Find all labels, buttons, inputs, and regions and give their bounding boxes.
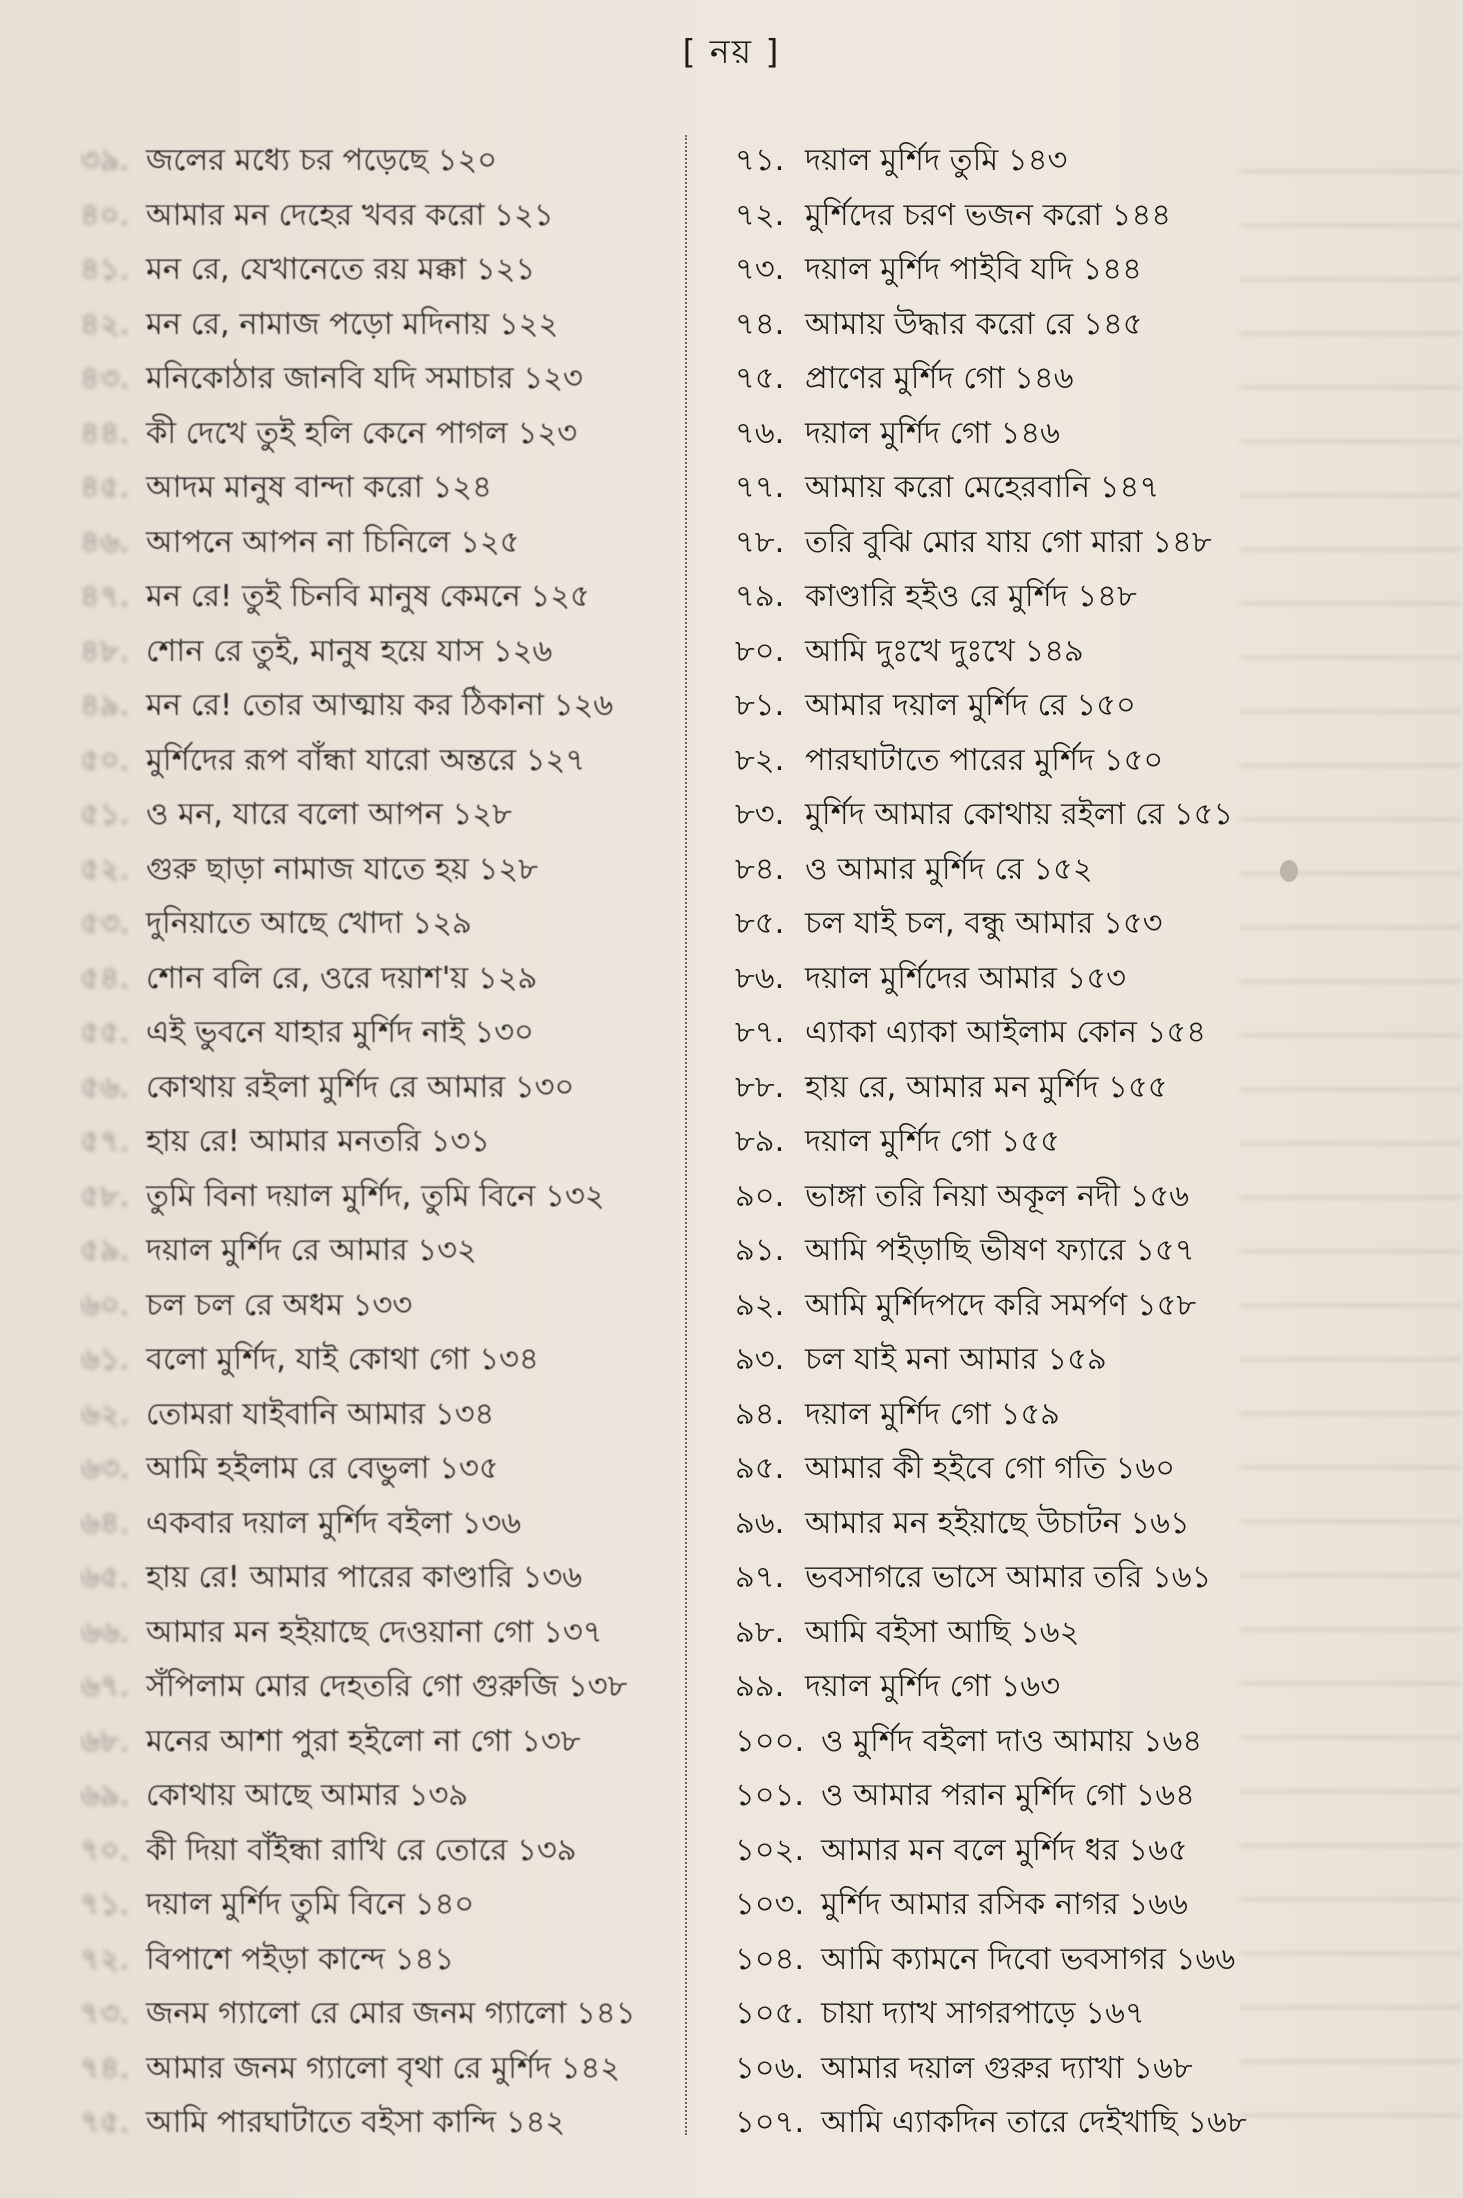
entry-title: আদম মানুষ বান্দা করো ১২৪	[146, 470, 492, 505]
entry-title: হায় রে, আমার মন মুর্শিদ ১৫৫	[805, 1069, 1168, 1105]
entry-title: আমার মন হইয়াছে দেওয়ানা গো ১৩৭	[146, 1614, 603, 1650]
entry-title: তোমরা যাইবানি আমার ১৩৪	[146, 1396, 495, 1432]
toc-entry	[735, 1987, 1355, 2042]
entry-title: শোন বলি রে, ওরে দয়াশ'য় ১২৯	[146, 960, 538, 996]
entry-number: ৮১.	[735, 688, 785, 723]
entry-number: ৮৬.	[735, 960, 785, 996]
toc-entry	[735, 407, 1355, 462]
toc-entry	[735, 243, 1355, 298]
toc-entry	[80, 1824, 680, 1879]
page-header: [ নয় ]	[682, 32, 781, 71]
toc-entry	[80, 570, 680, 625]
toc-entry	[80, 1333, 680, 1388]
toc-entry	[80, 625, 680, 680]
toc-entry	[735, 1769, 1355, 1824]
entry-number: ৪৭.	[80, 579, 130, 614]
toc-right-column	[735, 134, 1355, 2151]
toc-entry	[735, 461, 1355, 516]
toc-entry	[735, 679, 1355, 734]
toc-entry	[735, 1442, 1355, 1497]
entry-title: ও মুর্শিদ বইলা দাও আমায় ১৬৪	[821, 1723, 1203, 1759]
entry-number: ৬৫.	[80, 1560, 130, 1595]
entry-number: ৫২.	[80, 851, 130, 887]
toc-entry	[735, 788, 1355, 843]
entry-number: ৭২.	[80, 1941, 130, 1977]
toc-entry	[735, 1279, 1355, 1334]
entry-number: ৭৫.	[80, 2105, 130, 2140]
toc-entry	[735, 1878, 1355, 1933]
entry-title: আমায় উদ্ধার করো রে ১৪৫	[805, 306, 1143, 342]
entry-title: দয়াল মুর্শিদ পাইবি যদি ১৪৪	[805, 252, 1142, 287]
column-divider	[685, 135, 687, 2135]
toc-entry	[735, 352, 1355, 407]
entry-title: আমার দয়াল মুর্শিদ রে ১৫০	[805, 688, 1136, 723]
toc-entry	[80, 1279, 680, 1334]
entry-number: ৭০.	[80, 1832, 130, 1868]
entry-title: আমি পারঘাটাতে বইসা কান্দি ১৪২	[146, 2105, 566, 2140]
toc-entry	[80, 1006, 680, 1061]
entry-number: ৮৯.	[735, 1124, 785, 1159]
toc-entry	[80, 298, 680, 353]
entry-title: ও আমার পরান মুর্শিদ গো ১৬৪	[821, 1778, 1195, 1813]
entry-number: ৭৩.	[80, 1996, 130, 2031]
toc-entry	[80, 1497, 680, 1552]
entry-title: এই ভুবনে যাহার মুর্শিদ নাই ১৩০	[146, 1015, 534, 1050]
entry-number: ৪৯.	[80, 688, 130, 723]
entry-number: ১০৭.	[735, 2105, 805, 2140]
entry-number: ৭৩.	[735, 252, 785, 287]
entry-number: ৬৬.	[80, 1614, 130, 1650]
entry-title: ও আমার মুর্শিদ রে ১৫২	[805, 851, 1093, 887]
entry-number: ৬৭.	[80, 1669, 130, 1704]
entry-number: ৯৭.	[735, 1560, 785, 1595]
entry-number: ৬২.	[80, 1396, 130, 1432]
entry-number: ৪৩.	[80, 361, 130, 396]
entry-number: ৬০.	[80, 1287, 130, 1323]
entry-number: ৯৪.	[735, 1396, 785, 1432]
entry-number: ৫৩.	[80, 906, 130, 941]
entry-title: দয়াল মুর্শিদ তুমি ১৪৩	[805, 143, 1068, 178]
toc-entry	[80, 189, 680, 244]
entry-title: চল যাই চল, বন্ধু আমার ১৫৩	[805, 906, 1163, 941]
entry-title: আমি বইসা আছি ১৬২	[805, 1614, 1080, 1650]
toc-entry	[735, 1824, 1355, 1879]
entry-title: আমার মন দেহের খবর করো ১২১	[146, 197, 554, 233]
entry-title: দুনিয়াতে আছে খোদা ১২৯	[146, 906, 472, 941]
entry-title: দয়াল মুর্শিদ রে আমার ১৩২	[146, 1233, 477, 1268]
toc-entry	[735, 625, 1355, 680]
entry-title: আমার কী হইবে গো গতি ১৬০	[805, 1451, 1176, 1486]
entry-number: ৯২.	[735, 1287, 785, 1323]
entry-title: মন রে! তোর আত্মায় কর ঠিকানা ১২৬	[146, 688, 614, 723]
entry-number: ৭৮.	[735, 524, 785, 560]
toc-entry	[80, 352, 680, 407]
entry-number: ৮৮.	[735, 1069, 785, 1105]
entry-number: ৪৪.	[80, 415, 130, 451]
entry-title: কাণ্ডারি হইও রে মুর্শিদ ১৪৮	[805, 579, 1137, 614]
entry-title: মন রে, নামাজ পড়ো মদিনায় ১২২	[146, 306, 559, 342]
entry-title: কী দেখে তুই হলি কেনে পাগল ১২৩	[146, 415, 578, 451]
toc-entry	[735, 952, 1355, 1007]
toc-entry	[735, 1170, 1355, 1225]
entry-number: ৩৯.	[80, 143, 130, 178]
entry-title: কী দিয়া বাঁইন্ধা রাখি রে তোরে ১৩৯	[146, 1832, 577, 1868]
entry-title: বলো মুর্শিদ, যাই কোথা গো ১৩৪	[146, 1342, 539, 1377]
entry-title: মন রে! তুই চিনবি মানুষ কেমনে ১২৫	[146, 579, 590, 614]
toc-entry	[80, 1551, 680, 1606]
toc-entry	[735, 1660, 1355, 1715]
toc-entry	[80, 1769, 680, 1824]
entry-number: ৫৫.	[80, 1015, 130, 1050]
toc-entry	[735, 1715, 1355, 1770]
entry-title: কোথায় আছে আমার ১৩৯	[146, 1778, 469, 1813]
entry-number: ৮০.	[735, 633, 785, 669]
entry-title: ভাঙ্গা তরি নিয়া অকূল নদী ১৫৬	[805, 1178, 1190, 1214]
entry-title: দয়াল মুর্শিদ তুমি বিনে ১৪০	[146, 1887, 475, 1922]
entry-title: প্রাণের মুর্শিদ গো ১৪৬	[805, 361, 1074, 396]
entry-number: ১০১.	[735, 1778, 805, 1813]
entry-title: এ্যাকা এ্যাকা আইলাম কোন ১৫৪	[805, 1015, 1207, 1050]
entry-number: ১০০.	[735, 1723, 805, 1759]
entry-number: ৫৬.	[80, 1069, 130, 1105]
entry-title: আমি হইলাম রে বেভুলা ১৩৫	[146, 1451, 499, 1486]
entry-number: ৪৫.	[80, 470, 130, 505]
entry-number: ৬৪.	[80, 1505, 130, 1541]
entry-number: ৫০.	[80, 742, 130, 778]
entry-title: ভবসাগরে ভাসে আমার তরি ১৬১	[805, 1560, 1212, 1595]
toc-entry	[80, 1442, 680, 1497]
toc-entry	[735, 189, 1355, 244]
entry-number: ১০৩.	[735, 1887, 805, 1922]
entry-number: ৭১.	[735, 143, 785, 178]
entry-number: ৭৬.	[735, 415, 785, 451]
toc-entry	[80, 1115, 680, 1170]
entry-number: ৯৩.	[735, 1342, 785, 1377]
toc-entry	[80, 1170, 680, 1225]
entry-title: মুর্শিদ আমার রসিক নাগর ১৬৬	[821, 1887, 1188, 1922]
toc-entry	[735, 1224, 1355, 1279]
toc-entry	[735, 843, 1355, 898]
entry-title: মুর্শিদ আমার কোথায় রইলা রে ১৫১	[805, 797, 1234, 832]
entry-number: ৫৯.	[80, 1233, 130, 1268]
entry-title: পারঘাটাতে পারের মুর্শিদ ১৫০	[805, 742, 1164, 778]
toc-entry	[735, 1333, 1355, 1388]
entry-title: আমার মন হইয়াছে উচাটন ১৬১	[805, 1505, 1190, 1541]
entry-title: কোথায় রইলা মুর্শিদ রে আমার ১৩০	[146, 1069, 575, 1105]
toc-entry	[80, 243, 680, 298]
entry-number: ৪৬.	[80, 524, 130, 560]
toc-entry	[735, 1388, 1355, 1443]
entry-number: ৯০.	[735, 1178, 785, 1214]
entry-number: ৮২.	[735, 742, 785, 778]
entry-number: ৬১.	[80, 1342, 130, 1377]
toc-entry	[735, 1006, 1355, 1061]
toc-entry	[80, 734, 680, 789]
entry-number: ৬৩.	[80, 1451, 130, 1486]
entry-title: হায় রে! আমার পারের কাণ্ডারি ১৩৬	[146, 1560, 583, 1595]
entry-title: বিপাশে পইড়া কান্দে ১৪১	[146, 1941, 455, 1977]
toc-entry	[80, 134, 680, 189]
entry-number: ৮৭.	[735, 1015, 785, 1050]
toc-entry	[80, 843, 680, 898]
toc-entry	[80, 952, 680, 1007]
entry-number: ৫১.	[80, 797, 130, 832]
entry-title: চায়া দ্যাখ সাগরপাড়ে ১৬৭	[821, 1996, 1145, 2031]
entry-number: ৭৪.	[735, 306, 785, 342]
toc-entry	[735, 897, 1355, 952]
entry-number: ৭৭.	[735, 470, 785, 505]
toc-entry	[80, 788, 680, 843]
entry-number: ৭৪.	[80, 2050, 130, 2086]
toc-entry	[80, 679, 680, 734]
entry-number: ৫৭.	[80, 1124, 130, 1159]
toc-entry	[80, 1933, 680, 1988]
entry-number: ৯৯.	[735, 1669, 785, 1704]
toc-entry	[735, 516, 1355, 571]
toc-entry	[735, 1933, 1355, 1988]
entry-title: শোন রে তুই, মানুষ হয়ে যাস ১২৬	[146, 633, 553, 669]
entry-title: একবার দয়াল মুর্শিদ বইলা ১৩৬	[146, 1505, 522, 1541]
toc-entry	[80, 897, 680, 952]
entry-number: ৭৫.	[735, 361, 785, 396]
entry-title: আমি মুর্শিদপদে করি সমর্পণ ১৫৮	[805, 1287, 1197, 1323]
entry-title: আপনে আপন না চিনিলে ১২৫	[146, 524, 520, 560]
entry-title: চল যাই মনা আমার ১৫৯	[805, 1342, 1107, 1377]
entry-title: মুর্শিদের চরণ ভজন করো ১৪৪	[805, 197, 1172, 233]
toc-entry	[80, 1061, 680, 1116]
toc-entry	[80, 1388, 680, 1443]
entry-title: আমি ক্যামনে দিবো ভবসাগর ১৬৬	[821, 1941, 1236, 1977]
toc-entry	[80, 2096, 680, 2151]
toc-entry	[735, 134, 1355, 189]
toc-entry	[80, 1987, 680, 2042]
entry-number: ৬৮.	[80, 1723, 130, 1759]
entry-title: গুরু ছাড়া নামাজ যাতে হয় ১২৮	[146, 851, 538, 887]
entry-title: আমি দুঃখে দুঃখে ১৪৯	[805, 633, 1084, 669]
entry-number: ৫৮.	[80, 1178, 130, 1214]
toc-entry	[80, 407, 680, 462]
entry-number: ১০৫.	[735, 1996, 805, 2031]
entry-number: ১০৪.	[735, 1941, 805, 1977]
toc-entry	[735, 570, 1355, 625]
entry-number: ৯৮.	[735, 1614, 785, 1650]
toc-entry	[735, 298, 1355, 353]
entry-title: আমার জনম গ্যালো বৃথা রে মুর্শিদ ১৪২	[146, 2050, 621, 2086]
toc-entry	[80, 1224, 680, 1279]
toc-entry	[80, 2042, 680, 2097]
entry-title: দয়াল মুর্শিদ গো ১৫৫	[805, 1124, 1060, 1159]
entry-title: তরি বুঝি মোর যায় গো মারা ১৪৮	[805, 524, 1212, 560]
entry-title: চল চল রে অধম ১৩৩	[146, 1287, 413, 1323]
toc-entry	[735, 1551, 1355, 1606]
entry-title: ও মন, যারে বলো আপন ১২৮	[146, 797, 512, 832]
entry-title: সঁপিলাম মোর দেহতরি গো গুরুজি ১৩৮	[146, 1669, 628, 1704]
toc-entry	[735, 734, 1355, 789]
entry-number: ৬৯.	[80, 1778, 130, 1813]
entry-number: ৯১.	[735, 1233, 785, 1268]
toc-entry	[80, 1878, 680, 1933]
entry-number: ১০২.	[735, 1832, 805, 1868]
entry-number: ৪২.	[80, 306, 130, 342]
entry-title: মুর্শিদের রূপ বাঁন্ধা যারো অন্তরে ১২৭	[146, 742, 586, 778]
toc-entry	[735, 1497, 1355, 1552]
entry-title: জলের মধ্যে চর পড়েছে ১২০	[146, 143, 498, 178]
entry-number: ৫৪.	[80, 960, 130, 996]
entry-title: তুমি বিনা দয়াল মুর্শিদ, তুমি বিনে ১৩২	[146, 1178, 605, 1214]
entry-title: মন রে, যেখানেতে রয় মক্কা ১২১	[146, 252, 536, 287]
entry-title: আমার মন বলে মুর্শিদ ধর ১৬৫	[821, 1832, 1188, 1868]
entry-title: আমায় করো মেহেরবানি ১৪৭	[805, 470, 1160, 505]
entry-title: আমি এ্যাকদিন তারে দেইখাছি ১৬৮	[821, 2105, 1247, 2140]
entry-title: মনিকোঠার জানবি যদি সমাচার ১২৩	[146, 361, 583, 396]
entry-title: দয়াল মুর্শিদ গো ১৪৬	[805, 415, 1060, 451]
entry-title: দয়াল মুর্শিদ গো ১৫৯	[805, 1396, 1060, 1432]
toc-left-column	[80, 134, 680, 2151]
entry-number: ৯৬.	[735, 1505, 785, 1541]
toc-entry	[80, 1715, 680, 1770]
entry-title: দয়াল মুর্শিদ গো ১৬৩	[805, 1669, 1061, 1704]
toc-entry	[735, 2096, 1355, 2151]
toc-entry	[735, 2042, 1355, 2097]
toc-entry	[735, 1061, 1355, 1116]
toc-entry	[80, 516, 680, 571]
entry-title: দয়াল মুর্শিদের আমার ১৫৩	[805, 960, 1126, 996]
entry-number: ৮৫.	[735, 906, 785, 941]
toc-entry	[80, 461, 680, 516]
entry-title: আমি পইড়াছি ভীষণ ফ্যারে ১৫৭	[805, 1233, 1195, 1268]
toc-entry	[80, 1660, 680, 1715]
entry-number: ৭১.	[80, 1887, 130, 1922]
toc-entry	[80, 1606, 680, 1661]
entry-number: ৭৯.	[735, 579, 785, 614]
toc-entry	[735, 1606, 1355, 1661]
entry-number: ৭২.	[735, 197, 785, 233]
entry-title: হায় রে! আমার মনতরি ১৩১	[146, 1124, 491, 1159]
entry-number: ৮৩.	[735, 797, 785, 832]
toc-entry	[735, 1115, 1355, 1170]
entry-number: ৪১.	[80, 252, 130, 287]
entry-title: মনের আশা পুরা হইলো না গো ১৩৮	[146, 1723, 581, 1759]
entry-number: ৪০.	[80, 197, 130, 233]
entry-number: ৮৪.	[735, 851, 785, 887]
entry-title: আমার দয়াল গুরুর দ্যাখা ১৬৮	[821, 2050, 1193, 2086]
entry-number: ৯৫.	[735, 1451, 785, 1486]
entry-title: জনম গ্যালো রে মোর জনম গ্যালো ১৪১	[146, 1996, 636, 2031]
entry-number: ১০৬.	[735, 2050, 805, 2086]
entry-number: ৪৮.	[80, 633, 130, 669]
